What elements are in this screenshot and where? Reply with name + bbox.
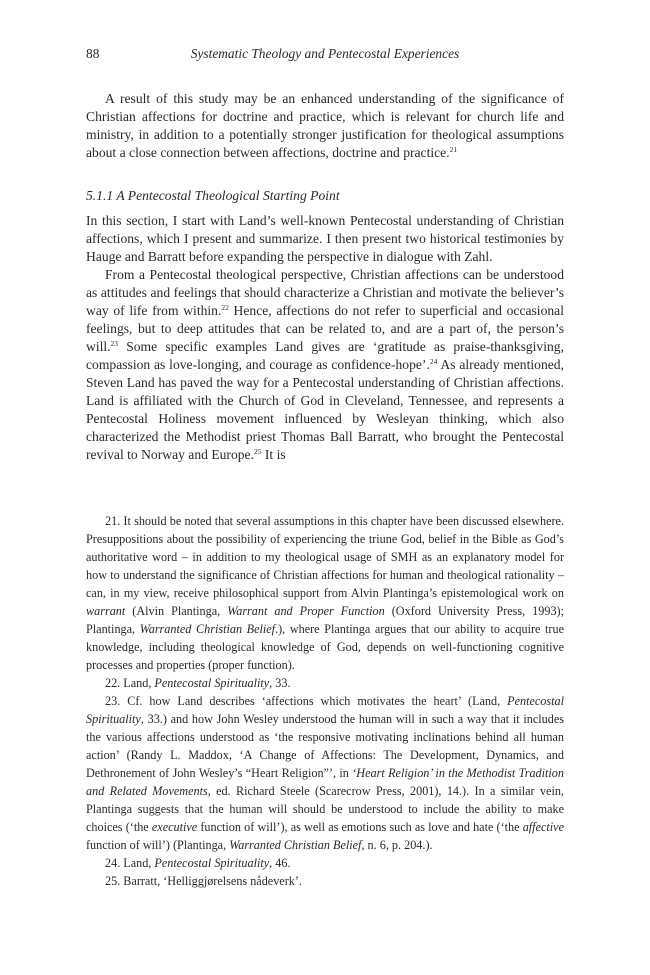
page-number: 88: [86, 46, 100, 61]
section-heading: 5.1.1 A Pentecostal Theological Starting Point: [86, 188, 340, 203]
section-paragraph-1: In this section, I start with Land’s well-known Pentecostal understanding of Christian affections, which I present and summarize. I then present two historical testimonies by Hauge and Barratt before expanding the perspective in dialogue with Zahl.: [86, 213, 564, 264]
intro-paragraph-block: [86, 90, 564, 162]
section-paragraph-2: From a Pentecostal theological perspective, Christian affections can be understood as attitudes and feelings that should characterize a Christian and motivate the believer’s way of life from within.$^{22}$ Hence, affections do not refer to superficial and occasional feelings, but to deep attitudes that can be related to, and are a part of, the person’s will.$^{23}$ Some specific examples Land gives are ‘gratitude as praise-thanksgiving, compassion as love-longing, and courage as confidence-hope’.$^{24}$ As already mentioned, Steven Land has paved the way for a Pentecostal understanding of Christian affections. Land is affiliated with the Church of God in Cleveland, Tennessee, and represents a Pentecostal Holiness movement influenced by Wesleyan thinking, which also characterized the Methodist priest Thomas Ball Barratt, who brought the Pentecostal revival to Norway and Europe.$^{25}$ It is: [86, 267, 564, 462]
footnote-23: 23. Cf. how Land describes ‘affections which motivates the heart’ (Land, Pentecostal Spirituality, 33.) and how John Wesley understood the human will in such a way that it includes the various affections understood as ‘the responsive motivating inclinations behind all human action’ (Randy L. Maddox, ‘A Change of Affections: The Development, Dynamics, and Dethronement of John Wesley’s “Heart Religion”’, in ‘Heart Religion’ in the Methodist Tradition and Related Movements, ed. Richard Steele (Scarecrow Press, 2001), 14.). In a similar vein, Plantinga suggests that the human will should be understood to include the ability to make choices (‘the executive function of will’), as well as emotions such as love and hate (‘the affective function of will’) (Plantinga, Warranted Christian Belief, n. 6, p. 204.).: [86, 694, 564, 852]
intro-paragraph: A result of this study may be an enhanced understanding of the significance of Christian affections for doctrine and practice, which is relevant for church life and ministry, in addition to a potentially stronger justification for theological assumptions about a close connection between affections, doctrine and practice.$^{21}$: [86, 91, 564, 160]
footnote-ref-24[interactable]: 24: [429, 357, 438, 366]
footnote-ref-22[interactable]: 22: [221, 303, 229, 312]
footnote-ref-25[interactable]: 25: [253, 447, 262, 456]
running-header: [86, 46, 564, 66]
footnote-22: 22. Land, Pentecostal Spirituality, 33.: [105, 676, 291, 690]
section-body: [86, 212, 564, 464]
footnote-24: 24. Land, Pentecostal Spirituality, 46.: [105, 856, 291, 870]
footnote-25: 25. Barratt, ‘Helliggjørelsens nådeverk’.: [105, 874, 302, 888]
footnote-ref-21[interactable]: 21: [449, 145, 458, 154]
footnote-ref-23[interactable]: 23: [110, 339, 119, 348]
footnotes: [86, 512, 564, 890]
running-title: Systematic Theology and Pentecostal Experiences: [190, 46, 460, 61]
footnote-21: 21. It should be noted that several assumptions in this chapter have been discussed elsewhere. Presuppositions about the possibility of experiencing the triune God, belief in the Bible as God’s authoritative word – in addition to my theological usage of SMH as an explanatory model for how to understand the significance of Christian affections for human and theological rationality – can, in my view, receive philosophical support from Alvin Plantinga’s epistemological work on warrant (Alvin Plantinga, Warrant and Proper Function (Oxford University Press, 1993); Plantinga, Warranted Christian Belief.), where Plantinga argues that our ability to acquire true knowledge, including theological knowledge of God, depends on well-functioning cognitive processes and properties (proper function).: [86, 514, 565, 672]
